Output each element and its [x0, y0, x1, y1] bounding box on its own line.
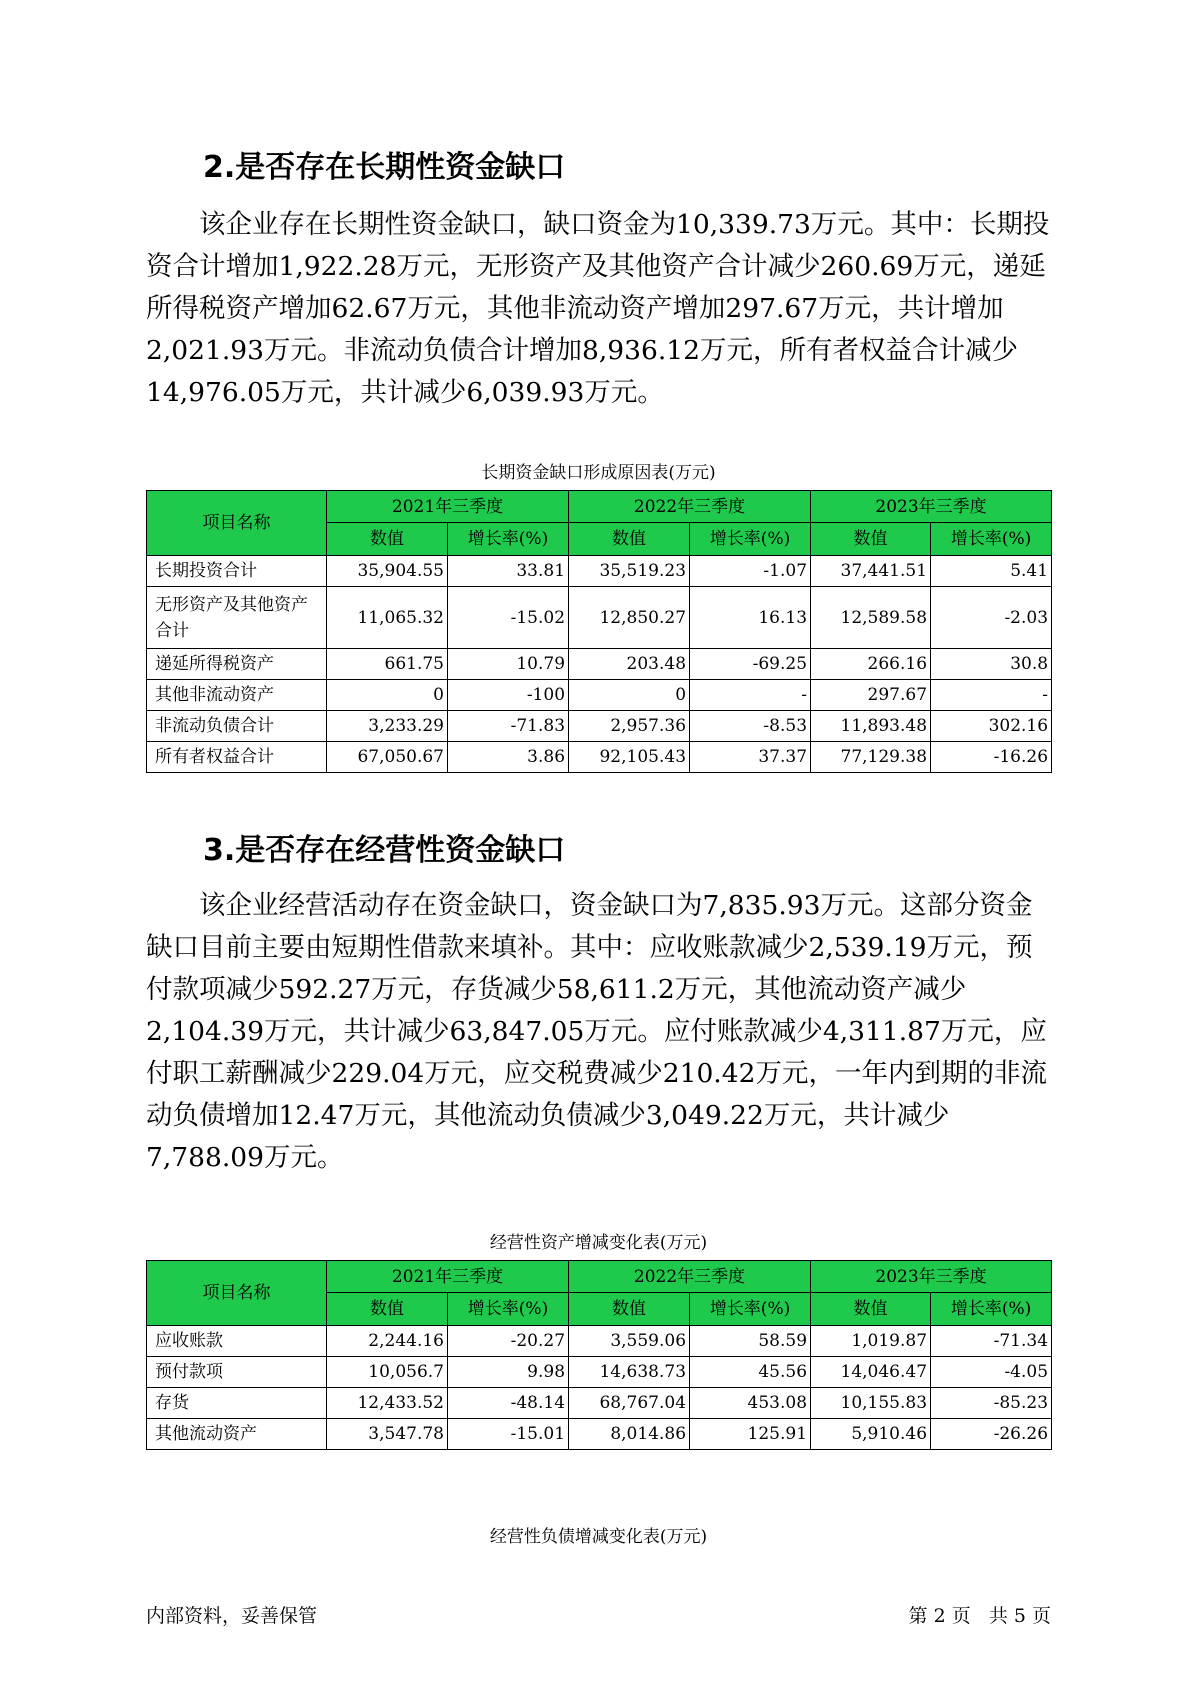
row-item-name: 无形资产及其他资产合计: [147, 587, 327, 649]
growth-rate-cell: 5.41: [931, 556, 1052, 587]
row-item-name: 递延所得税资产: [147, 649, 327, 680]
growth-rate-cell: 10.79: [448, 649, 569, 680]
growth-rate-cell: 58.59: [690, 1326, 811, 1357]
header-growth: 增长率(%): [448, 523, 569, 556]
value-cell: 10,056.7: [327, 1357, 448, 1388]
header-value: 数值: [327, 1293, 448, 1326]
table-row: [147, 1388, 1052, 1419]
growth-rate-cell: 30.8: [931, 649, 1052, 680]
growth-rate-cell: 33.81: [448, 556, 569, 587]
footer-page-number: 第 2 页 共 5 页: [908, 1605, 1051, 1627]
growth-rate-cell: -1.07: [690, 556, 811, 587]
table-2-caption: 经营性资产增减变化表(万元): [489, 1233, 708, 1253]
section-3-paragraph: 该企业经营活动存在资金缺口，资金缺口为7,835.93万元。这部分资金缺口目前主要由短期性借款来填补。其中：应收账款减少2,539.19万元，预付款项减少592.27万元，存货减少58,611.2万元，其他流动资产减少2,104.39万元，共计减少63,847.05万元。应付账款减少4,311.87万元，应付职工薪酬减少229.04万元，应交税费减少210.42万元，一年内到期的非流动负债增加12.47万元，其他流动负债减少3,049.22万元，共计减少7,788.09万元。: [146, 890, 1047, 1173]
value-cell: 1,019.87: [811, 1326, 931, 1357]
row-item-name: 其他流动资产: [147, 1419, 327, 1450]
table-row: [147, 587, 1052, 649]
header-value: 数值: [327, 523, 448, 556]
growth-rate-cell: 45.56: [690, 1357, 811, 1388]
section-2-paragraph: 该企业存在长期性资金缺口，缺口资金为10,339.73万元。其中：长期投资合计增加1,922.28万元，无形资产及其他资产合计减少260.69万元，递延所得税资产增加62.67万元，其他非流动资产增加297.67万元，共计增加2,021.93万元。非流动负债合计增加8,936.12万元，所有者权益合计减少14,976.05万元，共计减少6,039.93万元。: [146, 209, 1050, 408]
table-row: [147, 680, 1052, 711]
row-item-name: 所有者权益合计: [147, 742, 327, 773]
value-cell: 2,957.36: [569, 711, 690, 742]
header-growth: 增长率(%): [690, 1293, 811, 1326]
growth-rate-cell: 16.13: [690, 587, 811, 649]
value-cell: 297.67: [811, 680, 931, 711]
header-period-2022: 2022年三季度: [569, 491, 811, 523]
table-row: [147, 1357, 1052, 1388]
header-value: 数值: [569, 523, 690, 556]
growth-rate-cell: -15.01: [448, 1419, 569, 1450]
growth-rate-cell: 37.37: [690, 742, 811, 773]
header-period-2021: 2021年三季度: [327, 491, 569, 523]
header-period-2022: 2022年三季度: [569, 1261, 811, 1293]
header-period-2023: 2023年三季度: [811, 1261, 1052, 1293]
growth-rate-cell: -15.02: [448, 587, 569, 649]
growth-rate-cell: 9.98: [448, 1357, 569, 1388]
value-cell: 10,155.83: [811, 1388, 931, 1419]
growth-rate-cell: -26.26: [931, 1419, 1052, 1450]
table-row: [147, 1419, 1052, 1450]
value-cell: 0: [327, 680, 448, 711]
growth-rate-cell: -: [690, 680, 811, 711]
growth-rate-cell: -100: [448, 680, 569, 711]
operating-assets-table: [146, 1260, 1052, 1450]
value-cell: 3,559.06: [569, 1326, 690, 1357]
row-item-name: 应收账款: [147, 1326, 327, 1357]
row-item-name: 其他非流动资产: [147, 680, 327, 711]
growth-rate-cell: 125.91: [690, 1419, 811, 1450]
value-cell: 35,904.55: [327, 556, 448, 587]
growth-rate-cell: -4.05: [931, 1357, 1052, 1388]
header-growth: 增长率(%): [690, 523, 811, 556]
value-cell: 11,893.48: [811, 711, 931, 742]
table-row: [147, 711, 1052, 742]
section-2-heading: 2.是否存在长期性资金缺口: [203, 150, 566, 185]
table-row: [147, 1326, 1052, 1357]
header-growth: 增长率(%): [931, 1293, 1052, 1326]
growth-rate-cell: -85.23: [931, 1388, 1052, 1419]
footer-confidential-note: 内部资料，妥善保管: [146, 1605, 318, 1627]
header-growth: 增长率(%): [448, 1293, 569, 1326]
table-1-caption: 长期资金缺口形成原因表(万元): [481, 463, 716, 483]
growth-rate-cell: -16.26: [931, 742, 1052, 773]
header-value: 数值: [811, 1293, 931, 1326]
value-cell: 12,433.52: [327, 1388, 448, 1419]
row-item-name: 非流动负债合计: [147, 711, 327, 742]
long-term-gap-table: [146, 490, 1052, 773]
value-cell: 2,244.16: [327, 1326, 448, 1357]
header-item-name: 项目名称: [147, 1261, 327, 1326]
value-cell: 3,233.29: [327, 711, 448, 742]
value-cell: 68,767.04: [569, 1388, 690, 1419]
header-period-2021: 2021年三季度: [327, 1261, 569, 1293]
section-3-heading: 3.是否存在经营性资金缺口: [203, 833, 566, 868]
header-value: 数值: [811, 523, 931, 556]
table-row: [147, 556, 1052, 587]
value-cell: 5,910.46: [811, 1419, 931, 1450]
value-cell: 11,065.32: [327, 587, 448, 649]
growth-rate-cell: -20.27: [448, 1326, 569, 1357]
growth-rate-cell: -71.83: [448, 711, 569, 742]
growth-rate-cell: -69.25: [690, 649, 811, 680]
table-row: [147, 742, 1052, 773]
value-cell: 14,638.73: [569, 1357, 690, 1388]
header-period-2023: 2023年三季度: [811, 491, 1052, 523]
growth-rate-cell: 453.08: [690, 1388, 811, 1419]
table-3-caption: 经营性负债增减变化表(万元): [489, 1527, 708, 1547]
value-cell: 0: [569, 680, 690, 711]
value-cell: 77,129.38: [811, 742, 931, 773]
value-cell: 661.75: [327, 649, 448, 680]
value-cell: 92,105.43: [569, 742, 690, 773]
value-cell: 203.48: [569, 649, 690, 680]
value-cell: 3,547.78: [327, 1419, 448, 1450]
value-cell: 12,850.27: [569, 587, 690, 649]
value-cell: 266.16: [811, 649, 931, 680]
growth-rate-cell: -48.14: [448, 1388, 569, 1419]
table-row: [147, 649, 1052, 680]
growth-rate-cell: -2.03: [931, 587, 1052, 649]
growth-rate-cell: -: [931, 680, 1052, 711]
row-item-name: 存货: [147, 1388, 327, 1419]
header-growth: 增长率(%): [931, 523, 1052, 556]
growth-rate-cell: 302.16: [931, 711, 1052, 742]
growth-rate-cell: 3.86: [448, 742, 569, 773]
value-cell: 67,050.67: [327, 742, 448, 773]
value-cell: 35,519.23: [569, 556, 690, 587]
header-item-name: 项目名称: [147, 491, 327, 556]
growth-rate-cell: -71.34: [931, 1326, 1052, 1357]
value-cell: 37,441.51: [811, 556, 931, 587]
growth-rate-cell: -8.53: [690, 711, 811, 742]
value-cell: 14,046.47: [811, 1357, 931, 1388]
header-value: 数值: [569, 1293, 690, 1326]
row-item-name: 预付款项: [147, 1357, 327, 1388]
value-cell: 8,014.86: [569, 1419, 690, 1450]
row-item-name: 长期投资合计: [147, 556, 327, 587]
value-cell: 12,589.58: [811, 587, 931, 649]
